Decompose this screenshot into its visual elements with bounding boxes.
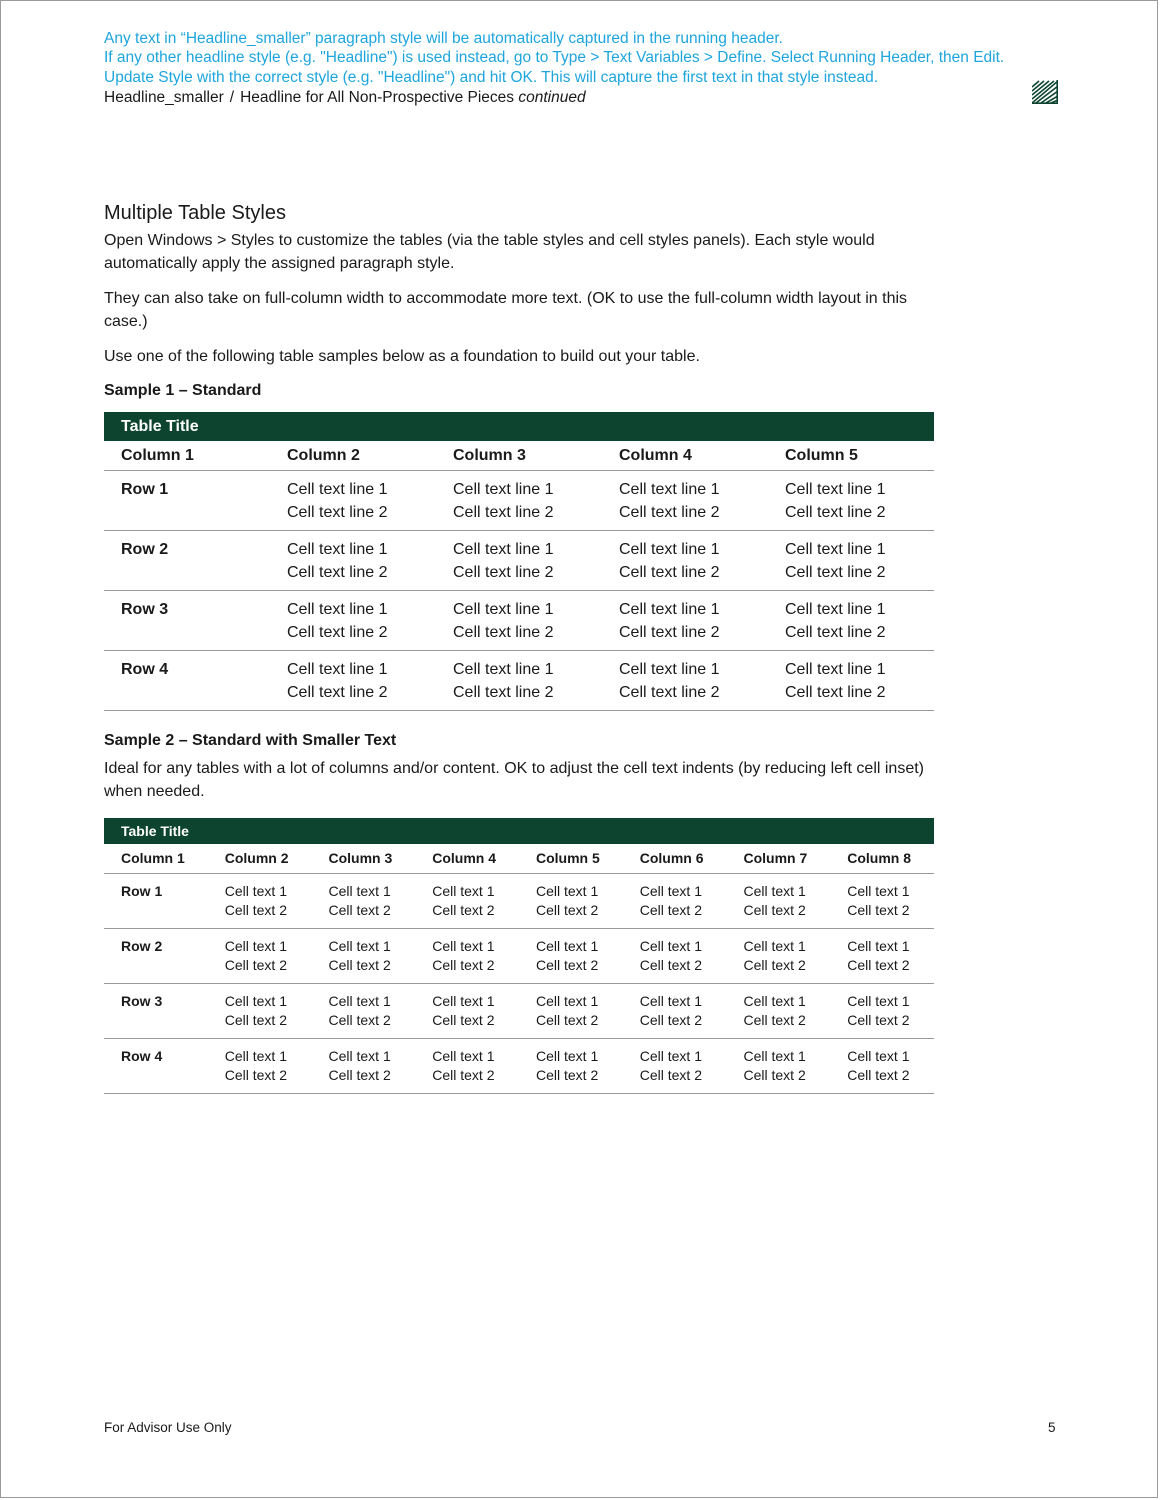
sample2-table-row [104,984,934,1039]
sample1-table-row [104,591,934,651]
sample2-row-label: Row 1 [121,883,163,899]
sample2-table-row [104,929,934,984]
sample1-cell-line: Cell text line 2 [287,504,388,521]
sample2-cell-line: Cell text 1 [847,1048,910,1064]
sample2-cell-line: Cell text 1 [224,938,287,954]
sample2-cell-line: Cell text 1 [224,883,287,899]
sample2-cell-line: Cell text 2 [328,957,391,973]
sample1-cell-line: Cell text line 2 [785,624,886,641]
sample2-row-label: Row 3 [121,993,163,1009]
sample2-cell-line: Cell text 1 [536,883,599,899]
sample2-table-cell [208,882,312,928]
sample1-table-cell [436,658,602,710]
sample2-cell-line: Cell text 1 [224,1048,287,1064]
sample2-table-cell [415,992,519,1038]
sample2-table-cell [623,882,727,928]
sample2-cell-line: Cell text 1 [847,938,910,954]
sample2-table-cell [727,1047,831,1093]
sample1-table-row [104,651,934,711]
sample1-cell-line: Cell text line 2 [785,564,886,581]
striped-wave-logo-icon [1032,80,1058,104]
sample1-table-cell [270,598,436,650]
sample2-column-header: Column 3 [328,850,393,866]
footer-disclaimer: For Advisor Use Only [104,1420,232,1435]
sample2-description: Ideal for any tables with a lot of columns and/or content. OK to adjust the cell text indents (by reducing left cell inset) when needed. [104,760,924,800]
sample2-row-label: Row 4 [121,1048,163,1064]
sample2-cell-line: Cell text 2 [847,957,910,973]
sample2-cell-line: Cell text 2 [328,1012,391,1028]
sample2-cell-line: Cell text 2 [536,1067,599,1083]
sample1-cell-line: Cell text line 2 [785,684,886,701]
sample2-cell-line: Cell text 1 [328,938,391,954]
sample1-cell-line: Cell text line 2 [619,504,720,521]
sample2-cell-line: Cell text 1 [639,883,702,899]
sample1-cell-line: Cell text line 1 [619,541,720,558]
sample2-table-cell [415,1047,519,1093]
sample2-table-cell [830,1047,934,1093]
sample2-cell-line: Cell text 2 [639,1067,702,1083]
intro-paragraph-2: They can also take on full-column width to accommodate more text. (OK to use the full-column width layout in this case.) [104,290,908,330]
sample1-cell-line: Cell text line 1 [619,601,720,618]
sample1-row-label: Row 4 [121,661,169,678]
sample1-table [104,412,934,711]
sample1-cell-line: Cell text line 1 [287,541,388,558]
sample2-column-header: Column 1 [121,850,185,866]
template-note-1: Any text in “Headline_smaller” paragraph style will be automatically captured in the running header. [104,30,783,47]
sample1-cell-line: Cell text line 2 [619,564,720,581]
sample2-cell-line: Cell text 1 [536,938,599,954]
sample1-table-cell [768,598,934,650]
sample2-table [104,818,934,1094]
sample1-cell-line: Cell text line 2 [785,504,886,521]
sample2-cell-line: Cell text 2 [432,902,495,918]
sample1-cell-line: Cell text line 2 [287,564,388,581]
sample2-column-header: Column 5 [536,850,600,866]
sample2-cell-line: Cell text 2 [432,1012,495,1028]
sample2-table-cell [623,1047,727,1093]
sample2-table-title: Table Title [104,818,934,844]
sample1-cell-line: Cell text line 1 [619,481,720,498]
sample1-cell-line: Cell text line 1 [785,541,886,558]
sample1-column-header: Column 5 [785,447,858,464]
sample2-cell-line: Cell text 2 [847,902,910,918]
sample1-table-cell [436,598,602,650]
sample2-cell-line: Cell text 1 [328,993,391,1009]
sample1-table-row [104,471,934,531]
sample2-column-header: Column 6 [639,850,704,866]
sample1-row-label: Row 3 [121,601,169,618]
sample2-cell-line: Cell text 2 [536,957,599,973]
sample2-table-cell [623,992,727,1038]
sample2-cell-line: Cell text 1 [847,883,910,899]
sample2-table-cell [623,937,727,983]
sample1-column-header: Column 1 [121,447,194,464]
sample2-cell-line: Cell text 2 [847,1012,910,1028]
sample2-cell-line: Cell text 2 [536,902,599,918]
sample2-table-cell [727,992,831,1038]
sample1-table-cell [602,538,768,590]
sample1-table-body [104,471,934,711]
sample1-table-cell [602,478,768,530]
sample2-cell-line: Cell text 2 [743,1067,806,1083]
sample2-cell-line: Cell text 1 [743,938,806,954]
sample2-table-cell [415,937,519,983]
sample2-table-cell [830,882,934,928]
sample2-cell-line: Cell text 1 [639,1048,702,1064]
sample2-cell-line: Cell text 1 [328,1048,391,1064]
sample2-cell-line: Cell text 1 [536,993,599,1009]
sample2-table-cell [208,1047,312,1093]
sample1-cell-line: Cell text line 1 [453,661,554,678]
sample1-column-header: Column 2 [287,447,360,464]
sample2-cell-line: Cell text 1 [639,938,702,954]
page-number: 5 [1048,1420,1056,1435]
sample1-cell-line: Cell text line 2 [619,624,720,641]
sample1-heading: Sample 1 – Standard [104,382,262,399]
sample1-table-cell [270,538,436,590]
sample2-column-header: Column 2 [224,850,289,866]
sample2-table-cell [519,937,623,983]
sample1-cell-line: Cell text line 2 [453,684,554,701]
sample2-cell-line: Cell text 1 [743,1048,806,1064]
sample1-cell-line: Cell text line 2 [287,684,388,701]
sample2-cell-line: Cell text 2 [224,1012,287,1028]
sample1-cell-line: Cell text line 1 [785,481,886,498]
sample2-cell-line: Cell text 2 [328,1067,391,1083]
sample1-table-cell [436,478,602,530]
sample2-cell-line: Cell text 1 [432,883,495,899]
sample2-table-cell [312,937,416,983]
sample2-table-body [104,874,934,1094]
sample2-column-header: Column 7 [743,850,808,866]
sample2-table-cell [208,992,312,1038]
section-title: Multiple Table Styles [104,202,286,224]
sample2-cell-line: Cell text 2 [328,902,391,918]
sample1-cell-line: Cell text line 1 [785,601,886,618]
sample2-table-cell [415,882,519,928]
sample1-header-row [104,441,934,471]
sample2-table-cell [519,882,623,928]
sample1-cell-line: Cell text line 1 [453,481,554,498]
sample1-column-header: Column 4 [619,447,692,464]
sample1-cell-line: Cell text line 2 [619,684,720,701]
sample2-cell-line: Cell text 1 [328,883,391,899]
sample2-cell-line: Cell text 2 [432,957,495,973]
sample2-cell-line: Cell text 2 [743,1012,806,1028]
sample2-cell-line: Cell text 2 [224,957,287,973]
sample1-table-cell [270,478,436,530]
sample2-cell-line: Cell text 1 [432,1048,495,1064]
sample1-cell-line: Cell text line 1 [453,541,554,558]
intro-paragraph-3: Use one of the following table samples below as a foundation to build out your table. [104,348,700,365]
sample2-cell-line: Cell text 1 [847,993,910,1009]
sample1-table-cell [768,478,934,530]
sample2-table-cell [519,1047,623,1093]
sample1-row-label: Row 1 [121,481,169,498]
sample2-table-cell [312,882,416,928]
sample2-table-row [104,874,934,929]
sample2-cell-line: Cell text 2 [847,1067,910,1083]
sample2-column-header: Column 4 [432,850,497,866]
sample1-table-cell [270,658,436,710]
template-note-2: If any other headline style (e.g. "Headline") is used instead, go to Type > Text Variables > Define. Select Running Header, then Edit. [104,49,1005,66]
sample1-cell-line: Cell text line 2 [453,564,554,581]
sample2-table-cell [830,937,934,983]
sample2-cell-line: Cell text 2 [743,957,806,973]
sample2-cell-line: Cell text 2 [536,1012,599,1028]
sample2-column-header: Column 8 [847,850,912,866]
sample2-cell-line: Cell text 2 [224,902,287,918]
sample2-cell-line: Cell text 2 [639,902,702,918]
sample2-cell-line: Cell text 2 [639,1012,702,1028]
sample2-table-row [104,1039,934,1094]
sample1-cell-line: Cell text line 1 [287,481,388,498]
sample2-cell-line: Cell text 1 [224,993,287,1009]
sample1-row-label: Row 2 [121,541,169,558]
sample2-cell-line: Cell text 1 [639,993,702,1009]
sample1-table-cell [768,658,934,710]
sample1-cell-line: Cell text line 1 [785,661,886,678]
sample1-table-row [104,531,934,591]
template-note-3: Update Style with the correct style (e.g. "Headline") and hit OK. This will capture the first text in that style instead. [104,69,879,86]
sample1-cell-line: Cell text line 1 [287,661,388,678]
sample2-table-cell [727,882,831,928]
intro-paragraph-1: Open Windows > Styles to customize the tables (via the table styles and cell styles panels). Each style would automatically apply the assigned paragraph style. [104,232,875,272]
running-header-separator: / [229,89,235,106]
sample2-row-label: Row 2 [121,938,163,954]
sample2-table-cell [727,937,831,983]
sample1-table-title: Table Title [104,412,934,441]
sample1-cell-line: Cell text line 2 [287,624,388,641]
sample2-header-row [104,844,934,874]
sample2-cell-line: Cell text 2 [432,1067,495,1083]
running-header-continued: continued [518,89,586,106]
sample2-cell-line: Cell text 1 [432,993,495,1009]
sample1-cell-line: Cell text line 2 [453,504,554,521]
sample1-column-header: Column 3 [453,447,526,464]
sample2-cell-line: Cell text 1 [536,1048,599,1064]
sample1-table-cell [602,658,768,710]
sample2-table-cell [830,992,934,1038]
sample1-cell-line: Cell text line 1 [619,661,720,678]
sample2-table-cell [208,937,312,983]
sample2-cell-line: Cell text 1 [432,938,495,954]
sample1-cell-line: Cell text line 1 [453,601,554,618]
sample2-table-cell [519,992,623,1038]
sample2-table-cell [312,1047,416,1093]
sample2-heading: Sample 2 – Standard with Smaller Text [104,732,397,749]
sample1-cell-line: Cell text line 2 [453,624,554,641]
sample2-cell-line: Cell text 1 [743,993,806,1009]
running-header-style: Headline_smaller [104,89,224,106]
sample2-cell-line: Cell text 2 [224,1067,287,1083]
running-header-headline: Headline for All Non-Prospective Pieces [240,89,515,106]
running-header [104,88,586,108]
sample2-cell-line: Cell text 2 [639,957,702,973]
sample1-cell-line: Cell text line 1 [287,601,388,618]
sample1-table-cell [602,598,768,650]
sample1-table-cell [436,538,602,590]
sample2-table-cell [312,992,416,1038]
sample2-cell-line: Cell text 1 [743,883,806,899]
sample1-table-cell [768,538,934,590]
sample2-cell-line: Cell text 2 [743,902,806,918]
